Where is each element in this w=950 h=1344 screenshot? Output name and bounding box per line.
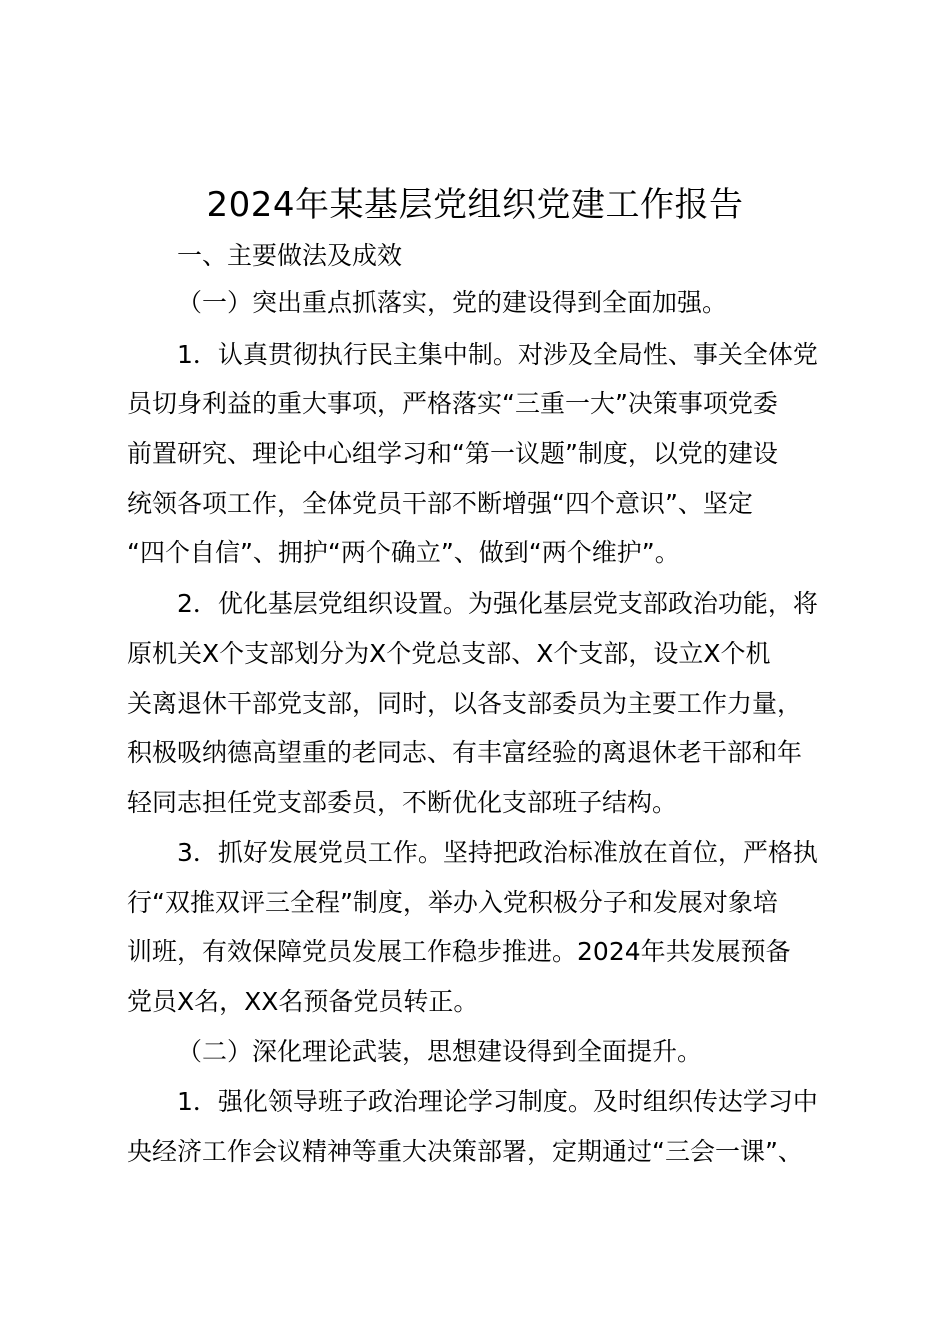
paragraph-line: 统领各项工作，全体党员干部不断增强“四个意识”、坚定 [127,489,753,518]
paragraph-line: 关离退休干部党支部，同时，以各支部委员为主要工作力量， [127,689,803,718]
paragraph-line: 员切身利益的重大事项，严格落实“三重一大”决策事项党委 [127,389,778,418]
paragraph-line: 积极吸纳德高望重的老同志、有丰富经验的离退休老干部和年 [127,738,803,767]
section-heading: 一、主要做法及成效 [177,241,403,270]
subsection-heading: （一）突出重点抓落实，党的建设得到全面加强。 [177,288,728,317]
document-title: 2024年某基层党组织党建工作报告 [206,185,744,225]
paragraph-line: 党员X名，XX名预备党员转正。 [127,987,479,1016]
paragraph-line: 央经济工作会议精神等重大决策部署，定期通过“三会一课”、 [127,1137,803,1166]
subsection-heading: （二）深化理论武装，思想建设得到全面提升。 [177,1037,703,1066]
paragraph-line: 训班，有效保障党员发展工作稳步推进。2024年共发展预备 [127,937,791,966]
paragraph-line: 1．认真贯彻执行民主集中制。对涉及全局性、事关全体党 [177,340,818,369]
paragraph-line: 行“双推双评三全程”制度，举办入党积极分子和发展对象培 [127,888,778,917]
paragraph-line: 2．优化基层党组织设置。为强化基层党支部政治功能，将 [177,589,818,618]
paragraph-line: 3．抓好发展党员工作。坚持把政治标准放在首位，严格执 [177,838,818,867]
paragraph-line: 前置研究、理论中心组学习和“第一议题”制度，以党的建设 [127,439,778,468]
paragraph-line: 轻同志担任党支部委员，不断优化支部班子结构。 [127,788,678,817]
paragraph-line: 1．强化领导班子政治理论学习制度。及时组织传达学习中 [177,1087,818,1116]
paragraph-line: 原机关X个支部划分为X个党总支部、X个支部，设立X个机 [127,639,771,668]
paragraph-line: “四个自信”、拥护“两个确立”、做到“两个维护”。 [127,538,680,567]
